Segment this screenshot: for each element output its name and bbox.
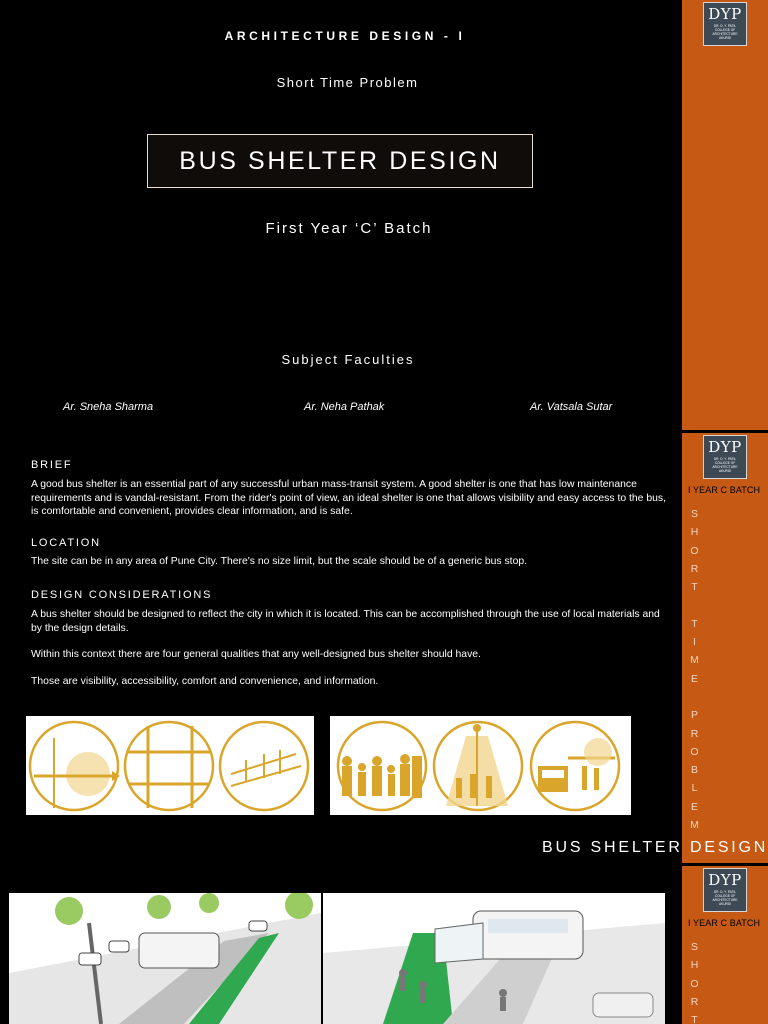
main-title: BUS SHELTER DESIGN (147, 134, 533, 188)
design-qualities-illustration (26, 716, 314, 815)
bus-stop-perspective-illustration (323, 893, 665, 1024)
side-strip (682, 866, 768, 1024)
college-logo: DYP DR. D. Y. PATIL COLLEGE OF ARCHITECTURE AKURDI (703, 868, 747, 912)
brief-heading: BRIEF (31, 459, 73, 471)
side-strip (682, 0, 768, 430)
location-heading: LOCATION (31, 537, 101, 549)
vertical-text: S H O R T T I M E P R O B L E M (690, 508, 700, 832)
brief-text: A good bus shelter is an essential part of any successful urban mass-transit system. A good shelter is one that has low maintenance requirements and is vandal-resistant. From the rider's point of view, an ideal shelter is one that allows visibility and easy access to the bus, is comfortable and convenient, provides clear information, and is safe. (31, 479, 666, 518)
design-text: Those are visibility, accessibility, comfort and convenience, and information. (31, 676, 379, 687)
college-logo: DYP DR. D. Y. PATIL COLLEGE OF ARCHITECTURE AKURDI (703, 435, 747, 479)
cover-page (0, 0, 768, 430)
design-text: A bus shelter should be designed to reflect the city in which it is located. This can be accomplished through the use of local materials and by the design details. (31, 609, 660, 634)
vertical-text: S H O R T (690, 941, 700, 1024)
subtitle: Short Time Problem (276, 75, 419, 90)
shelter-qualities-illustration (330, 716, 631, 815)
faculty-name: Ar. Vatsala Sutar (530, 401, 613, 413)
strip-batch-label: I YEAR C BATCH (688, 918, 761, 928)
college-logo: DYP DR. D. Y. PATIL COLLEGE OF ARCHITECTURE AKURDI (703, 2, 747, 46)
side-strip (682, 433, 768, 863)
page3-title: BUS SHELTER DESIGN (542, 839, 768, 856)
batch-label: First Year ‘C’ Batch (265, 220, 433, 237)
faculty-name: Ar. Neha Pathak (304, 401, 385, 413)
course-title: ARCHITECTURE DESIGN - I (224, 29, 466, 43)
street-perspective-illustration (9, 893, 321, 1024)
design-considerations-heading: DESIGN CONSIDERATIONS (31, 589, 213, 601)
faculty-name: Ar. Sneha Sharma (63, 401, 154, 413)
location-text: The site can be in any area of Pune City. There's no size limit, but the scale should be of a generic bus stop. (31, 556, 528, 567)
strip-batch-label: I YEAR C BATCH (688, 485, 761, 495)
faculty-heading: Subject Faculties (281, 352, 415, 367)
design-text: Within this context there are four general qualities that any well-designed bus shelter should have. (31, 649, 481, 660)
